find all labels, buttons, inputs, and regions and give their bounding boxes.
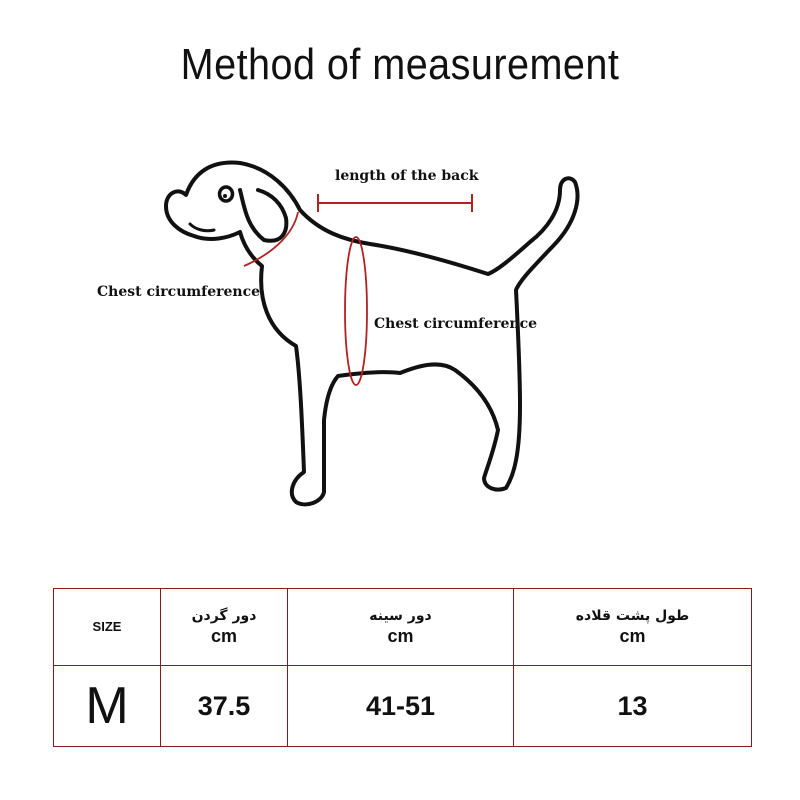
size-header: SIZE (92, 619, 122, 634)
chest-header: دور سینه (369, 607, 432, 624)
back-value-cell (514, 666, 752, 747)
neck-value: 37.5 (197, 690, 251, 721)
neck-label: Chest circumference (97, 284, 261, 300)
size-header-cell (54, 589, 161, 666)
chest-header-cell (288, 589, 514, 666)
dog-outline (166, 163, 577, 505)
neck-unit: cm (210, 625, 237, 646)
back-unit: cm (619, 625, 646, 646)
chest-unit: cm (387, 625, 414, 646)
table-row (54, 666, 752, 747)
chest-value-cell (288, 666, 514, 747)
chest-value: 41-51 (365, 690, 436, 721)
back-header: طول پشت قلاده (575, 607, 690, 624)
back-length-bracket (318, 194, 472, 212)
neck-value-cell (161, 666, 288, 747)
back-value: 13 (617, 690, 648, 721)
size-value: M (85, 677, 129, 735)
neck-header-cell (161, 589, 288, 666)
dog-ear (240, 190, 286, 241)
back-header-cell (514, 589, 752, 666)
chest-measure-ellipse (345, 237, 367, 385)
dog-eye (220, 187, 233, 201)
size-value-cell (54, 666, 161, 747)
table-header-row (54, 589, 752, 666)
chest-label: Chest circumference (374, 316, 538, 332)
size-table (53, 588, 752, 747)
neck-header: دور گردن (191, 607, 257, 624)
page-title: Method of measurement (180, 40, 620, 89)
back-length-label: length of the back (335, 168, 479, 184)
